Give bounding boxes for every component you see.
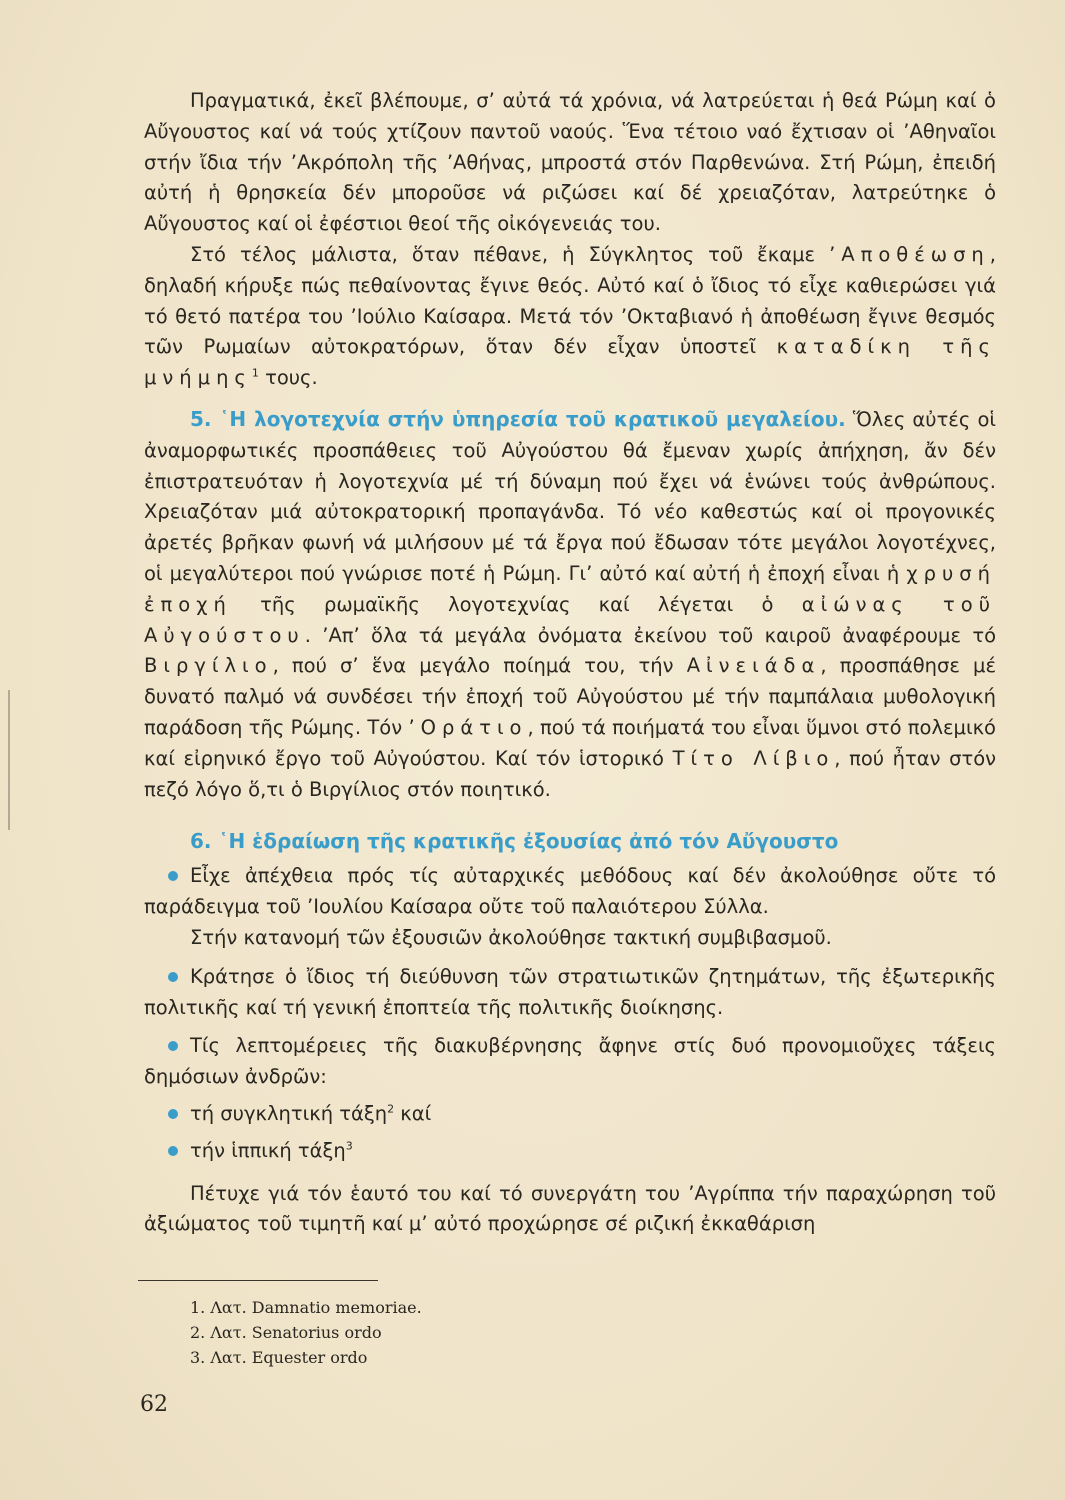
spaced-term-golden-age: χρυσή ἐποχή (144, 561, 996, 616)
bullet-continuation: Στήν κατανομή τῶν ἐξουσιῶν ἀκολούθησε τακτική συμβιβασμοῦ. (190, 925, 832, 949)
spaced-term-aeneid: Αἰνειάδα (686, 654, 821, 678)
section-5-heading: 5. ῾Η λογοτεχνία στήν ὑπηρεσία τοῦ κρατικοῦ μεγαλείου. (190, 406, 846, 431)
bullet-item-3 (144, 1031, 996, 1093)
margin-line (8, 690, 10, 830)
paragraph-1: Πραγματικά, ἐκεῖ βλέπουμε, σ’ αὐτά τά χρόνια, νά λατρεύεται ἡ θεά Ρώμη καί ὁ Αὔγουστος καί νά τούς χτίζουν παντοῦ ναούς. Ἕνα τέτοιο ναό ἔχτισαν οἱ ’Αθηναῖοι στήν ἴδια τήν ’Ακρόπολη τῆς ’Αθήνας, μπροστά στόν Παρθενώνα. Στή Ρώμη, ἐπειδή αὐτή ἡ θρησκεία δέν μποροῦσε νά ριζώσει καί δέ χρειαζόταν, λατρεύτηκε ὁ Αὔγουστος καί οἱ ἐφέστιοι θεοί τῆς οἰκόγενειάς του. (144, 89, 996, 236)
footnote-2: 2. Λατ. Senatorius ordo (190, 1323, 382, 1342)
text-run: . ’Απ’ ὅλα τά μεγάλα ὀνόματα ἐκείνου τοῦ καιροῦ ἀναφέρουμε τό (304, 623, 996, 647)
text-run: , προσπάθησε μέ δυνατό παλμό νά συνδέσει τήν ἐποχή τοῦ Αὐγούστου μέ τήν παμπάλαια μυθολογική παράδοση τῆς Ρώμης. Τόν (144, 654, 996, 739)
text-run: τή συγκλητική τάξη (190, 1101, 388, 1125)
text-run: τους. (258, 366, 318, 390)
sub-bullet-text (190, 1099, 996, 1130)
text-run: , δηλαδή κήρυξε πώς πεθαίνοντας ἔγινε θεός. Αὐτό καί ὁ ἴδιος τό εἶχε καθιερώσει γιά τό θετό πατέρα του ’Ιούλιο Καίσαρα. Μετά τόν ’Οκταβιανό ἡ ἀποθέωση ἔγινε θεσμός τῶν Ρωμαίων αὐτοκρατόρων, ὅταν δέν εἶχαν ὑποστεῖ (144, 242, 996, 359)
spaced-term-horace: ’Οράτιο (408, 715, 528, 739)
sub-bullet-2 (144, 1136, 996, 1167)
spaced-term-apotheosis: ’Αποθέωση (829, 242, 990, 266)
paragraph-2 (144, 240, 996, 394)
text-run: τήν ἱππική τάξη (190, 1138, 346, 1162)
footnote-divider (138, 1280, 378, 1281)
bullet-icon (168, 972, 178, 982)
footnote-1: 1. Λατ. Damnatio memoriae. (190, 1298, 422, 1317)
bullet-text: Κράτησε ὁ ἴδιος τή διεύθυνση τῶν στρατιωτικῶν ζητημάτων, τῆς ἐξωτερικῆς πολιτικῆς καί τή γενική ἐποπτεία τῆς πολιτικῆς διοίκησης. (144, 964, 996, 1019)
text-run: Στό τέλος μάλιστα, ὅταν πέθανε, ἡ Σύγκλητος τοῦ ἔκαμε (190, 242, 830, 266)
bullet-icon (168, 1109, 178, 1119)
footnote-ref-3: 3 (345, 1139, 353, 1153)
text-run: Ὅλες αὐτές οἱ ἀναμορφωτικές προσπάθειες τοῦ Αὐγούστου θά ἔμεναν χωρίς ἀπήχηση, ἄν δέν ἐπιστρατευόταν ἡ λογοτεχνία μέ τή δύναμη πού ἔχει νά ἑνώνει τούς ἀνθρώπους. Χρειαζόταν μιά αὐτοκρατορική προπαγάνδα. Τό νέο καθεστώς καί οἱ προγονικές ἀρετές βρῆκαν φωνή νά μιλήσουν μέ τά ἔργα πού ἔδωσαν τότε μεγάλοι λογοτέχνες, οἱ μεγαλύτεροι πού γνώρισε ποτέ ἡ Ρώμη. Γι’ αὐτό καί αὐτή ἡ ἐποχή εἶναι ἡ (144, 407, 996, 585)
bullet-text: Εἶχε ἀπέχθεια πρός τίς αὐταρχικές μεθόδους καί δέν ἀκολούθησε οὔτε τό παράδειγμα τοῦ ’Ιουλίου Καίσαρα οὔτε τοῦ παλαιότερου Σύλλα. (144, 864, 996, 919)
closing-paragraph: Πέτυχε γιά τόν ἑαυτό του καί τό συνεργάτη του ’Αγρίππα τήν παραχώρηση τοῦ ἀξιώματος τοῦ τιμητῆ καί μ’ αὐτό προχώρησε σέ ριζική ἐκκαθάριση (144, 1181, 996, 1236)
text-run: , πού σ’ ἕνα μεγάλο ποίημά του, τήν (272, 654, 687, 678)
spaced-term-livy: Τίτο Λίβιο (672, 746, 835, 770)
footnotes (190, 1295, 422, 1370)
spaced-term-virgil: Βιργίλιο (144, 654, 273, 678)
footnote-ref-2: 2 (387, 1102, 395, 1116)
sub-bullet-text (190, 1136, 996, 1167)
bullet-item-1 (144, 861, 996, 953)
bullet-item-2 (144, 962, 996, 1024)
footnote-3: 3. Λατ. Equester ordo (190, 1348, 368, 1367)
text-run: καί (394, 1101, 432, 1125)
section-6-heading: 6. ῾Η ἑδραίωση τῆς κρατικῆς ἐξουσίας ἀπό τόν Αὔγουστο (190, 829, 839, 854)
text-run: , πού τά ποιήματά του εἶναι ὕμνοι στό πολεμικό καί εἰρηνικό ἔργο τοῦ Αὐγούστου. Καί τόν ἱστορικό (144, 715, 996, 770)
footnote-ref-1: 1 (251, 366, 259, 380)
bullet-text: Τίς λεπτομέρειες τῆς διακυβέρνησης ἄφηνε στίς δυό προνομιοῦχες τάξεις δημόσιων ἀνδρῶν: (144, 1034, 996, 1089)
page-body (144, 86, 996, 1240)
bullet-icon (168, 1146, 178, 1156)
page-number: 62 (140, 1392, 168, 1417)
section-5-paragraph (144, 404, 996, 805)
spaced-term-augustan-age: αἰώνας τοῦ Αὐγούστου (144, 592, 996, 647)
spaced-term-damnatio: καταδίκη τῆς μνήμης (144, 335, 996, 390)
text-run: τῆς ρωμαϊκῆς λογοτεχνίας καί λέγεται ὁ (231, 592, 802, 616)
sub-bullet-1 (144, 1099, 996, 1130)
text-run: , πού ἦταν στόν πεζό λόγο ὅ,τι ὁ Βιργίλιος στόν ποιητικό. (144, 746, 997, 801)
